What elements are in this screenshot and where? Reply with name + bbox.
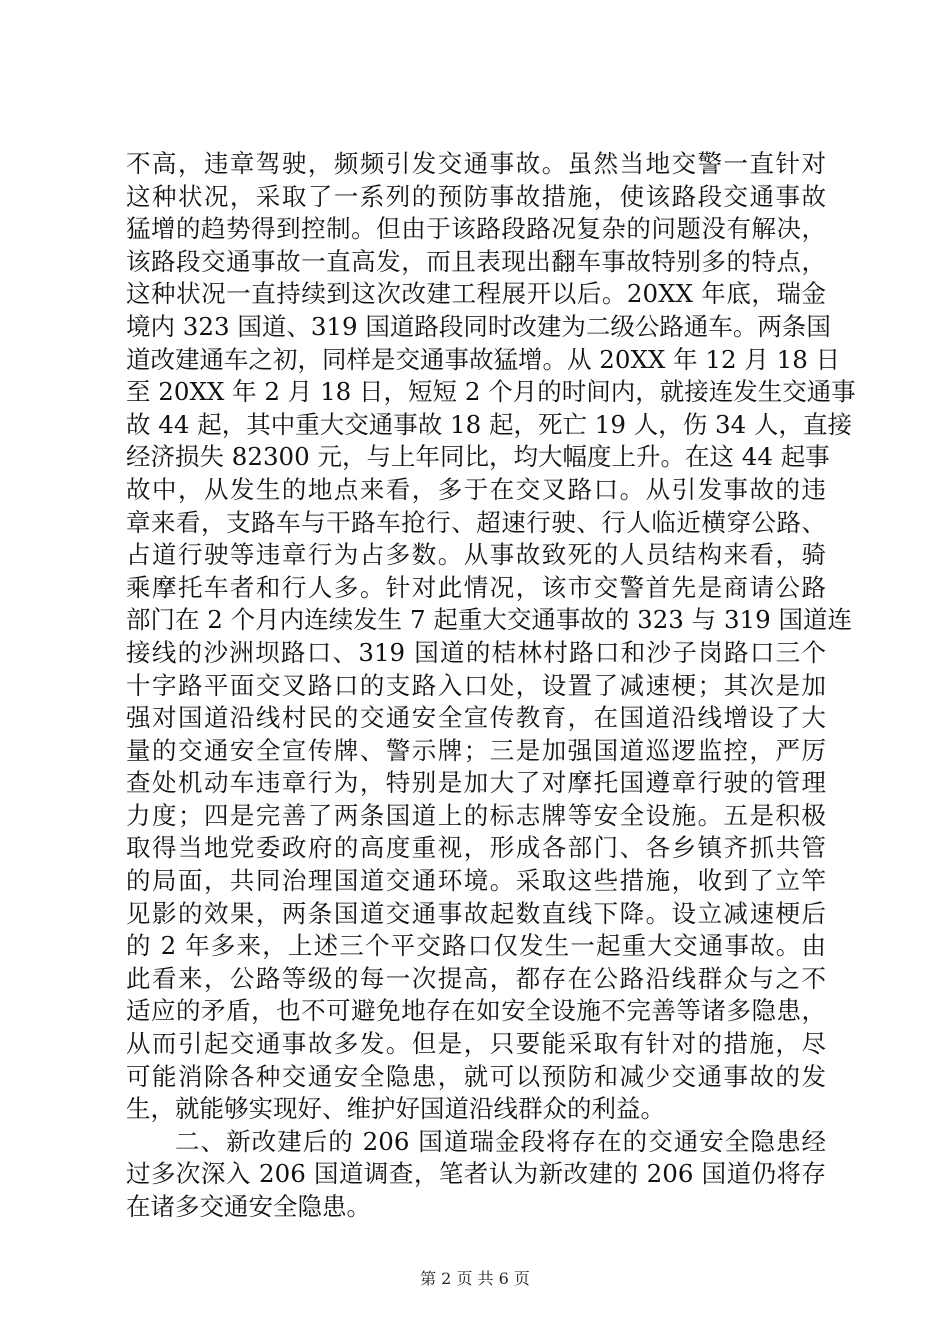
text-line: 乘摩托车者和行人多。针对此情况，该市交警首先是商请公路	[126, 572, 826, 602]
paragraph-2	[126, 1126, 826, 1224]
text-line: 二、新改建后的 206 国道瑞金段将存在的交通安全隐患经	[175, 1126, 826, 1156]
text-line: 适应的矛盾，也不可避免地存在如安全设施不完善等诸多隐患，	[126, 996, 826, 1026]
text-line: 从而引起交通事故多发。但是，只要能采取有针对的措施，尽	[126, 1029, 826, 1059]
paragraph-1	[126, 148, 856, 1126]
text-line: 过多次深入 206 国道调查，笔者认为新改建的 206 国道仍将存	[126, 1159, 826, 1189]
text-line: 此看来，公路等级的每一次提高，都存在公路沿线群众与之不	[126, 963, 826, 993]
text-line: 可能消除各种交通安全隐患，就可以预防和减少交通事故的发	[126, 1061, 826, 1091]
text-line: 的局面，共同治理国道交通环境。采取这些措施，收到了立竿	[126, 866, 826, 896]
page-number: 第 2 页 共 6 页	[420, 1269, 530, 1288]
text-line: 查处机动车违章行为，特别是加大了对摩托国遵章行驶的管理	[126, 768, 826, 798]
text-line: 见影的效果，两条国道交通事故起数直线下降。设立减速梗后	[126, 898, 826, 928]
text-line: 接线的沙洲坝路口、319 国道的桔林村路口和沙子岗路口三个	[126, 637, 826, 667]
text-line: 该路段交通事故一直高发，而且表现出翻车事故特别多的特点，	[126, 246, 826, 276]
text-line: 部门在 2 个月内连续发生 7 起重大交通事故的 323 与 319 国道连	[126, 605, 853, 635]
text-line: 道改建通车之初，同样是交通事故猛增。从 20XX 年 12 月 18 日	[126, 344, 841, 374]
text-line: 占道行驶等违章行为占多数。从事故致死的人员结构来看，骑	[126, 540, 826, 570]
text-line: 这种状况，采取了一系列的预防事故措施，使该路段交通事故	[126, 181, 826, 211]
text-line: 章来看，支路车与干路车抢行、超速行驶、行人临近横穿公路、	[126, 507, 826, 537]
text-line: 至 20XX 年 2 月 18 日，短短 2 个月的时间内，就接连发生交通事	[126, 377, 856, 407]
text-line: 经济损失 82300 元，与上年同比，均大幅度上升。在这 44 起事	[126, 442, 830, 472]
text-line: 不高，违章驾驶，频频引发交通事故。虽然当地交警一直针对	[126, 149, 826, 178]
page-footer	[0, 1266, 950, 1289]
text-line: 十字路平面交叉路口的支路入口处，设置了减速梗；其次是加	[126, 670, 826, 700]
text-line: 故 44 起，其中重大交通事故 18 起，死亡 19 人，伤 34 人，直接	[126, 409, 853, 439]
text-line: 故中，从发生的地点来看，多于在交叉路口。从引发事故的违	[126, 474, 826, 504]
document-body	[126, 148, 856, 1224]
text-line: 强对国道沿线村民的交通安全宣传教育，在国道沿线增设了大	[126, 703, 826, 733]
text-line: 量的交通安全宣传牌、警示牌；三是加强国道巡逻监控，严厉	[126, 735, 826, 765]
text-line: 猛增的趋势得到控制。但由于该路段路况复杂的问题没有解决，	[126, 214, 826, 244]
text-line: 境内 323 国道、319 国道路段同时改建为二级公路通车。两条国	[126, 311, 831, 341]
text-line: 力度；四是完善了两条国道上的标志牌等安全设施。五是积极	[126, 800, 826, 830]
text-line: 生，就能够实现好、维护好国道沿线群众的利益。	[126, 1094, 665, 1124]
text-line: 这种状况一直持续到这次改建工程展开以后。20XX 年底，瑞金	[126, 279, 826, 309]
text-line: 在诸多交通安全隐患。	[126, 1192, 371, 1221]
text-line: 的 2 年多来，上述三个平交路口仅发生一起重大交通事故。由	[126, 931, 826, 961]
text-line: 取得当地党委政府的高度重视，形成各部门、各乡镇齐抓共管	[126, 833, 826, 863]
